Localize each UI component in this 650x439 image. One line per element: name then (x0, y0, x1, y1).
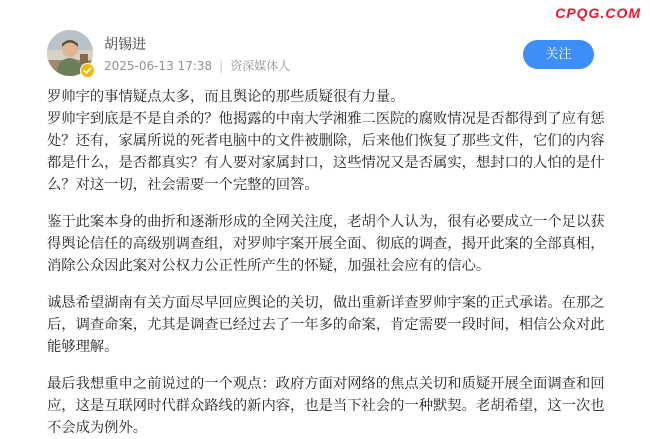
verified-badge-icon (80, 63, 95, 78)
post-body (47, 86, 613, 439)
post-paragraph: 罗帅宇的事情疑点太多，而且舆论的那些质疑很有力量。 (47, 89, 405, 105)
follow-button[interactable]: 关注 (523, 40, 594, 69)
post-paragraph: 鉴于此案本身的曲折和逐渐形成的全网关注度，老胡个人认为，很有必要成立一个足以获得舆论信任的高级别调查组，对罗帅宇案开展全面、彻底的调查，揭开此案的全部真相，消除公众因此案对公权力公正性所产生的怀疑，加强社会应有的信心。 (47, 214, 605, 274)
post-meta (104, 57, 290, 74)
post-timestamp: 2025-06-13 17:38 (104, 59, 213, 73)
post-paragraph: 罗帅宇到底是不是自杀的？他揭露的中南大学湘雅二医院的腐败情况是否都得到了应有惩处？还有，家属所说的死者电脑中的文件被删除，后来他们恢复了那些文件，它们的内容都是什么，是否都真实？有人要对家属封口，这些情况又是否属实，想封口的人怕的是什么？对这一切，社会需要一个完整的回答。 (47, 111, 605, 193)
post-header (47, 30, 607, 78)
post-paragraph: 诚恳希望湖南有关方面尽早回应舆论的关切，做出重新详查罗帅宇案的正式承诺。在那之后，调查命案，尤其是调查已经过去了一年多的命案，肯定需要一段时间，相信公众对此能够理解。 (47, 295, 605, 355)
meta-separator: | (219, 59, 224, 73)
user-name[interactable]: 胡锡进 (104, 37, 146, 53)
site-watermark: CPQG.COM (555, 5, 641, 21)
post-paragraph: 最后我想重申之前说过的一个观点：政府方面对网络的焦点关切和质疑开展全面调查和回应，这是互联网时代群众路线的新内容，也是当下社会的一种默契。老胡希望，这一次也不会成为例外。 (47, 376, 605, 436)
source-label: 资深媒体人 (230, 59, 291, 73)
